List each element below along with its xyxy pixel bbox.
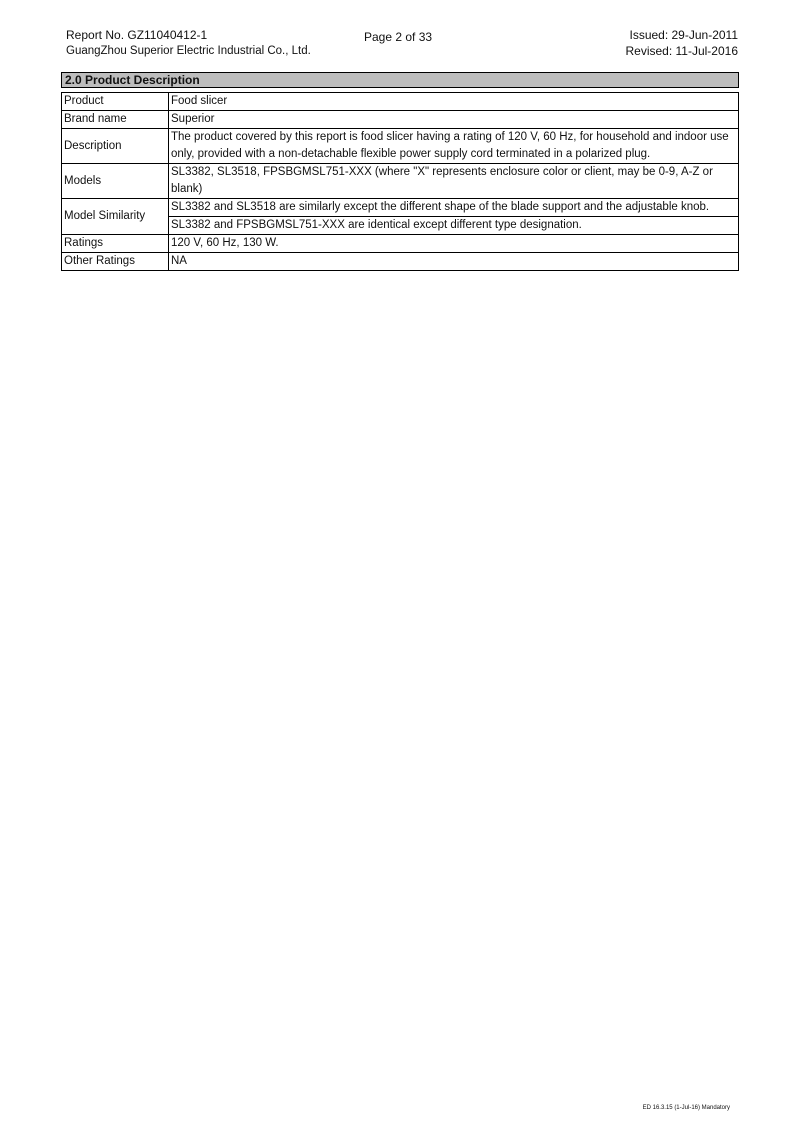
row-label: Product: [62, 93, 169, 111]
table-row-models: [62, 164, 739, 199]
row-label: Ratings: [62, 235, 169, 253]
page-header: [66, 28, 738, 64]
row-value: SL3382 and SL3518 are similarly except the different shape of the blade support and the adjustable knob.: [169, 199, 739, 217]
issued-date: Issued: 29-Jun-2011: [629, 28, 738, 42]
row-label: Other Ratings: [62, 253, 169, 271]
row-value: SL3382 and FPSBGMSL751-XXX are identical except different type designation.: [169, 217, 739, 235]
report-number: Report No. GZ11040412-1: [66, 28, 208, 42]
row-value: NA: [169, 253, 739, 271]
table-row-description: [62, 129, 739, 164]
row-value: The product covered by this report is food slicer having a rating of 120 V, 60 Hz, for household and indoor use only, provided with a non-detachable flexible power supply cord terminated in a polarized plug.: [169, 129, 739, 164]
product-description-table: [61, 92, 739, 271]
row-label: Brand name: [62, 111, 169, 129]
row-label: Models: [62, 164, 169, 199]
table-row-ratings: [62, 235, 739, 253]
table-row-product: [62, 93, 739, 111]
row-label: Description: [62, 129, 169, 164]
row-value: 120 V, 60 Hz, 130 W.: [169, 235, 739, 253]
section-title: 2.0 Product Description: [61, 72, 739, 88]
row-value: Superior: [169, 111, 739, 129]
page-footer: ED 16.3.15 (1-Jul-16) Mandatory: [642, 1105, 730, 1111]
company-name: GuangZhou Superior Electric Industrial Co., Ltd.: [66, 45, 311, 57]
product-description-section: [61, 72, 739, 271]
table-row-other-ratings: [62, 253, 739, 271]
row-value: SL3382, SL3518, FPSBGMSL751-XXX (where "X" represents enclosure color or client, may be 0-9, A-Z or blank): [169, 164, 739, 199]
table-row-brand: [62, 111, 739, 129]
table-row-model-similarity: [62, 199, 739, 217]
page-number: Page 2 of 33: [364, 30, 433, 44]
row-label: Model Similarity: [62, 199, 169, 235]
revised-date: Revised: 11-Jul-2016: [625, 44, 738, 58]
row-value: Food slicer: [169, 93, 739, 111]
